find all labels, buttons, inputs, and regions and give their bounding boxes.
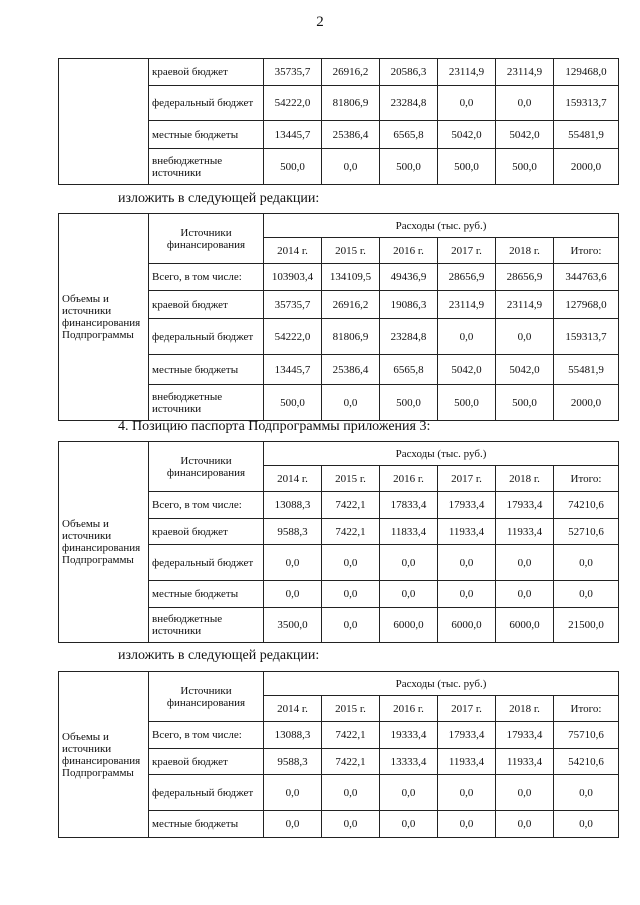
cell: 5042,0 xyxy=(438,121,496,149)
cell: 81806,9 xyxy=(322,86,380,121)
row-label: местные бюджеты xyxy=(149,121,264,149)
row-label: внебюджетные источники xyxy=(149,385,264,421)
cell: 17833,4 xyxy=(380,492,438,519)
cell: 17933,4 xyxy=(438,722,496,749)
year-header: 2017 г. xyxy=(438,696,496,722)
cell: 0,0 xyxy=(554,811,619,838)
expenses-header: Расходы (тыс. руб.) xyxy=(264,442,619,466)
year-header: 2016 г. xyxy=(380,238,438,264)
cell: 129468,0 xyxy=(554,59,619,86)
cell: 0,0 xyxy=(264,545,322,581)
row-label: федеральный бюджет xyxy=(149,319,264,355)
left-label: Объемы и источники финансирования Подпрограммы xyxy=(59,214,149,421)
cell: 49436,9 xyxy=(380,264,438,291)
row-label: местные бюджеты xyxy=(149,811,264,838)
table-header-row xyxy=(59,442,619,466)
year-header: 2018 г. xyxy=(496,238,554,264)
cell: 52710,6 xyxy=(554,519,619,545)
cell: 0,0 xyxy=(496,86,554,121)
cell: 2000,0 xyxy=(554,385,619,421)
cell: 0,0 xyxy=(264,811,322,838)
cell: 7422,1 xyxy=(322,519,380,545)
table-continuation xyxy=(58,58,619,185)
cell: 23114,9 xyxy=(438,291,496,319)
cell: 0,0 xyxy=(554,545,619,581)
cell: 17933,4 xyxy=(496,722,554,749)
cell: 500,0 xyxy=(496,149,554,185)
cell: 0,0 xyxy=(438,86,496,121)
year-header: 2016 г. xyxy=(380,696,438,722)
cell: 159313,7 xyxy=(554,319,619,355)
cell: 0,0 xyxy=(322,775,380,811)
cell: 500,0 xyxy=(264,149,322,185)
cell: 11933,4 xyxy=(496,519,554,545)
cell: 134109,5 xyxy=(322,264,380,291)
cell: 26916,2 xyxy=(322,291,380,319)
cell: 500,0 xyxy=(264,385,322,421)
table-header-row xyxy=(59,672,619,696)
year-header: Итого: xyxy=(554,696,619,722)
cell: 127968,0 xyxy=(554,291,619,319)
cell: 0,0 xyxy=(264,581,322,608)
row-label: федеральный бюджет xyxy=(149,775,264,811)
year-header: 2016 г. xyxy=(380,466,438,492)
cell: 23284,8 xyxy=(380,86,438,121)
row-label: внебюджетные источники xyxy=(149,149,264,185)
cell: 54222,0 xyxy=(264,86,322,121)
heading-new-edition-2: изложить в следующей редакции: xyxy=(118,648,320,663)
year-header: 2014 г. xyxy=(264,466,322,492)
cell: 26916,2 xyxy=(322,59,380,86)
cell: 0,0 xyxy=(554,581,619,608)
year-header: 2015 г. xyxy=(322,696,380,722)
cell: 6000,0 xyxy=(380,608,438,643)
source-header: Источники финансирования xyxy=(149,214,264,264)
cell: 0,0 xyxy=(496,319,554,355)
cell: 0,0 xyxy=(496,581,554,608)
cell: 28656,9 xyxy=(438,264,496,291)
cell: 55481,9 xyxy=(554,121,619,149)
cell: 25386,4 xyxy=(322,121,380,149)
cell: 6565,8 xyxy=(380,121,438,149)
cell: 0,0 xyxy=(438,811,496,838)
table-new-edition-1 xyxy=(58,213,619,421)
row-label: местные бюджеты xyxy=(149,355,264,385)
cell: 0,0 xyxy=(322,581,380,608)
expenses-header: Расходы (тыс. руб.) xyxy=(264,672,619,696)
page-number: 2 xyxy=(316,14,324,30)
cell: 19086,3 xyxy=(380,291,438,319)
row-label: федеральный бюджет xyxy=(149,86,264,121)
cell: 3500,0 xyxy=(264,608,322,643)
cell: 74210,6 xyxy=(554,492,619,519)
cell: 0,0 xyxy=(438,545,496,581)
row-label: краевой бюджет xyxy=(149,749,264,775)
year-header: 2018 г. xyxy=(496,696,554,722)
cell: 6000,0 xyxy=(438,608,496,643)
heading-new-edition-1: изложить в следующей редакции: xyxy=(118,191,320,206)
cell: 0,0 xyxy=(554,775,619,811)
cell: 0,0 xyxy=(496,775,554,811)
cell: 5042,0 xyxy=(496,355,554,385)
cell: 0,0 xyxy=(496,811,554,838)
cell: 13333,4 xyxy=(380,749,438,775)
cell: 7422,1 xyxy=(322,492,380,519)
table-current xyxy=(58,441,619,643)
cell: 20586,3 xyxy=(380,59,438,86)
cell: 35735,7 xyxy=(264,291,322,319)
cell: 55481,9 xyxy=(554,355,619,385)
cell: 54222,0 xyxy=(264,319,322,355)
year-header: 2015 г. xyxy=(322,238,380,264)
cell: 0,0 xyxy=(380,775,438,811)
row-label: Всего, в том числе: xyxy=(149,264,264,291)
expenses-header: Расходы (тыс. руб.) xyxy=(264,214,619,238)
cell: 500,0 xyxy=(438,385,496,421)
cell: 500,0 xyxy=(496,385,554,421)
cell: 0,0 xyxy=(438,775,496,811)
cell: 23284,8 xyxy=(380,319,438,355)
cell: 13088,3 xyxy=(264,492,322,519)
cell: 344763,6 xyxy=(554,264,619,291)
cell: 28656,9 xyxy=(496,264,554,291)
row-label: краевой бюджет xyxy=(149,59,264,86)
cell: 17933,4 xyxy=(496,492,554,519)
cell: 11933,4 xyxy=(438,519,496,545)
cell: 0,0 xyxy=(264,775,322,811)
row-label: краевой бюджет xyxy=(149,519,264,545)
cell: 6000,0 xyxy=(496,608,554,643)
cell: 13445,7 xyxy=(264,355,322,385)
cell: 159313,7 xyxy=(554,86,619,121)
year-header: 2018 г. xyxy=(496,466,554,492)
cell: 75710,6 xyxy=(554,722,619,749)
row-label: Всего, в том числе: xyxy=(149,722,264,749)
year-header: 2017 г. xyxy=(438,238,496,264)
row-label: краевой бюджет xyxy=(149,291,264,319)
row-label: федеральный бюджет xyxy=(149,545,264,581)
year-header: 2017 г. xyxy=(438,466,496,492)
row-label: внебюджетные источники xyxy=(149,608,264,643)
cell: 7422,1 xyxy=(322,722,380,749)
year-header: 2015 г. xyxy=(322,466,380,492)
row-label: Всего, в том числе: xyxy=(149,492,264,519)
source-header: Источники финансирования xyxy=(149,672,264,722)
cell: 0,0 xyxy=(496,545,554,581)
cell: 0,0 xyxy=(380,811,438,838)
cell: 6565,8 xyxy=(380,355,438,385)
cell: 0,0 xyxy=(438,581,496,608)
cell: 21500,0 xyxy=(554,608,619,643)
table-header-row xyxy=(59,214,619,238)
cell: 500,0 xyxy=(438,149,496,185)
cell: 500,0 xyxy=(380,149,438,185)
year-header: 2014 г. xyxy=(264,238,322,264)
cell: 0,0 xyxy=(438,319,496,355)
cell: 9588,3 xyxy=(264,749,322,775)
cell: 5042,0 xyxy=(496,121,554,149)
cell: 54210,6 xyxy=(554,749,619,775)
cell: 0,0 xyxy=(380,545,438,581)
cell: 11933,4 xyxy=(496,749,554,775)
cell: 25386,4 xyxy=(322,355,380,385)
cell: 23114,9 xyxy=(496,291,554,319)
source-header: Источники финансирования xyxy=(149,442,264,492)
cell: 11933,4 xyxy=(438,749,496,775)
year-header: Итого: xyxy=(554,466,619,492)
left-label: Объемы и источники финансирования Подпрограммы xyxy=(59,442,149,643)
cell: 2000,0 xyxy=(554,149,619,185)
cell: 81806,9 xyxy=(322,319,380,355)
table-new-edition-2 xyxy=(58,671,619,838)
cell: 11833,4 xyxy=(380,519,438,545)
cell: 19333,4 xyxy=(380,722,438,749)
cell: 17933,4 xyxy=(438,492,496,519)
year-header: Итого: xyxy=(554,238,619,264)
cell: 0,0 xyxy=(322,545,380,581)
cell: 0,0 xyxy=(322,608,380,643)
cell: 23114,9 xyxy=(438,59,496,86)
cell: 13445,7 xyxy=(264,121,322,149)
cell: 0,0 xyxy=(380,581,438,608)
cell: 13088,3 xyxy=(264,722,322,749)
cell: 5042,0 xyxy=(438,355,496,385)
cell: 500,0 xyxy=(380,385,438,421)
cell: 9588,3 xyxy=(264,519,322,545)
cell: 35735,7 xyxy=(264,59,322,86)
cell: 23114,9 xyxy=(496,59,554,86)
cell: 0,0 xyxy=(322,149,380,185)
year-header: 2014 г. xyxy=(264,696,322,722)
heading-position: 4. Позицию паспорта Подпрограммы приложения 3: xyxy=(118,419,431,434)
cell: 0,0 xyxy=(322,811,380,838)
cell: 103903,4 xyxy=(264,264,322,291)
left-cell xyxy=(59,59,149,185)
table-row xyxy=(59,59,619,86)
left-label: Объемы и источники финансирования Подпрограммы xyxy=(59,672,149,838)
cell: 0,0 xyxy=(322,385,380,421)
row-label: местные бюджеты xyxy=(149,581,264,608)
cell: 7422,1 xyxy=(322,749,380,775)
